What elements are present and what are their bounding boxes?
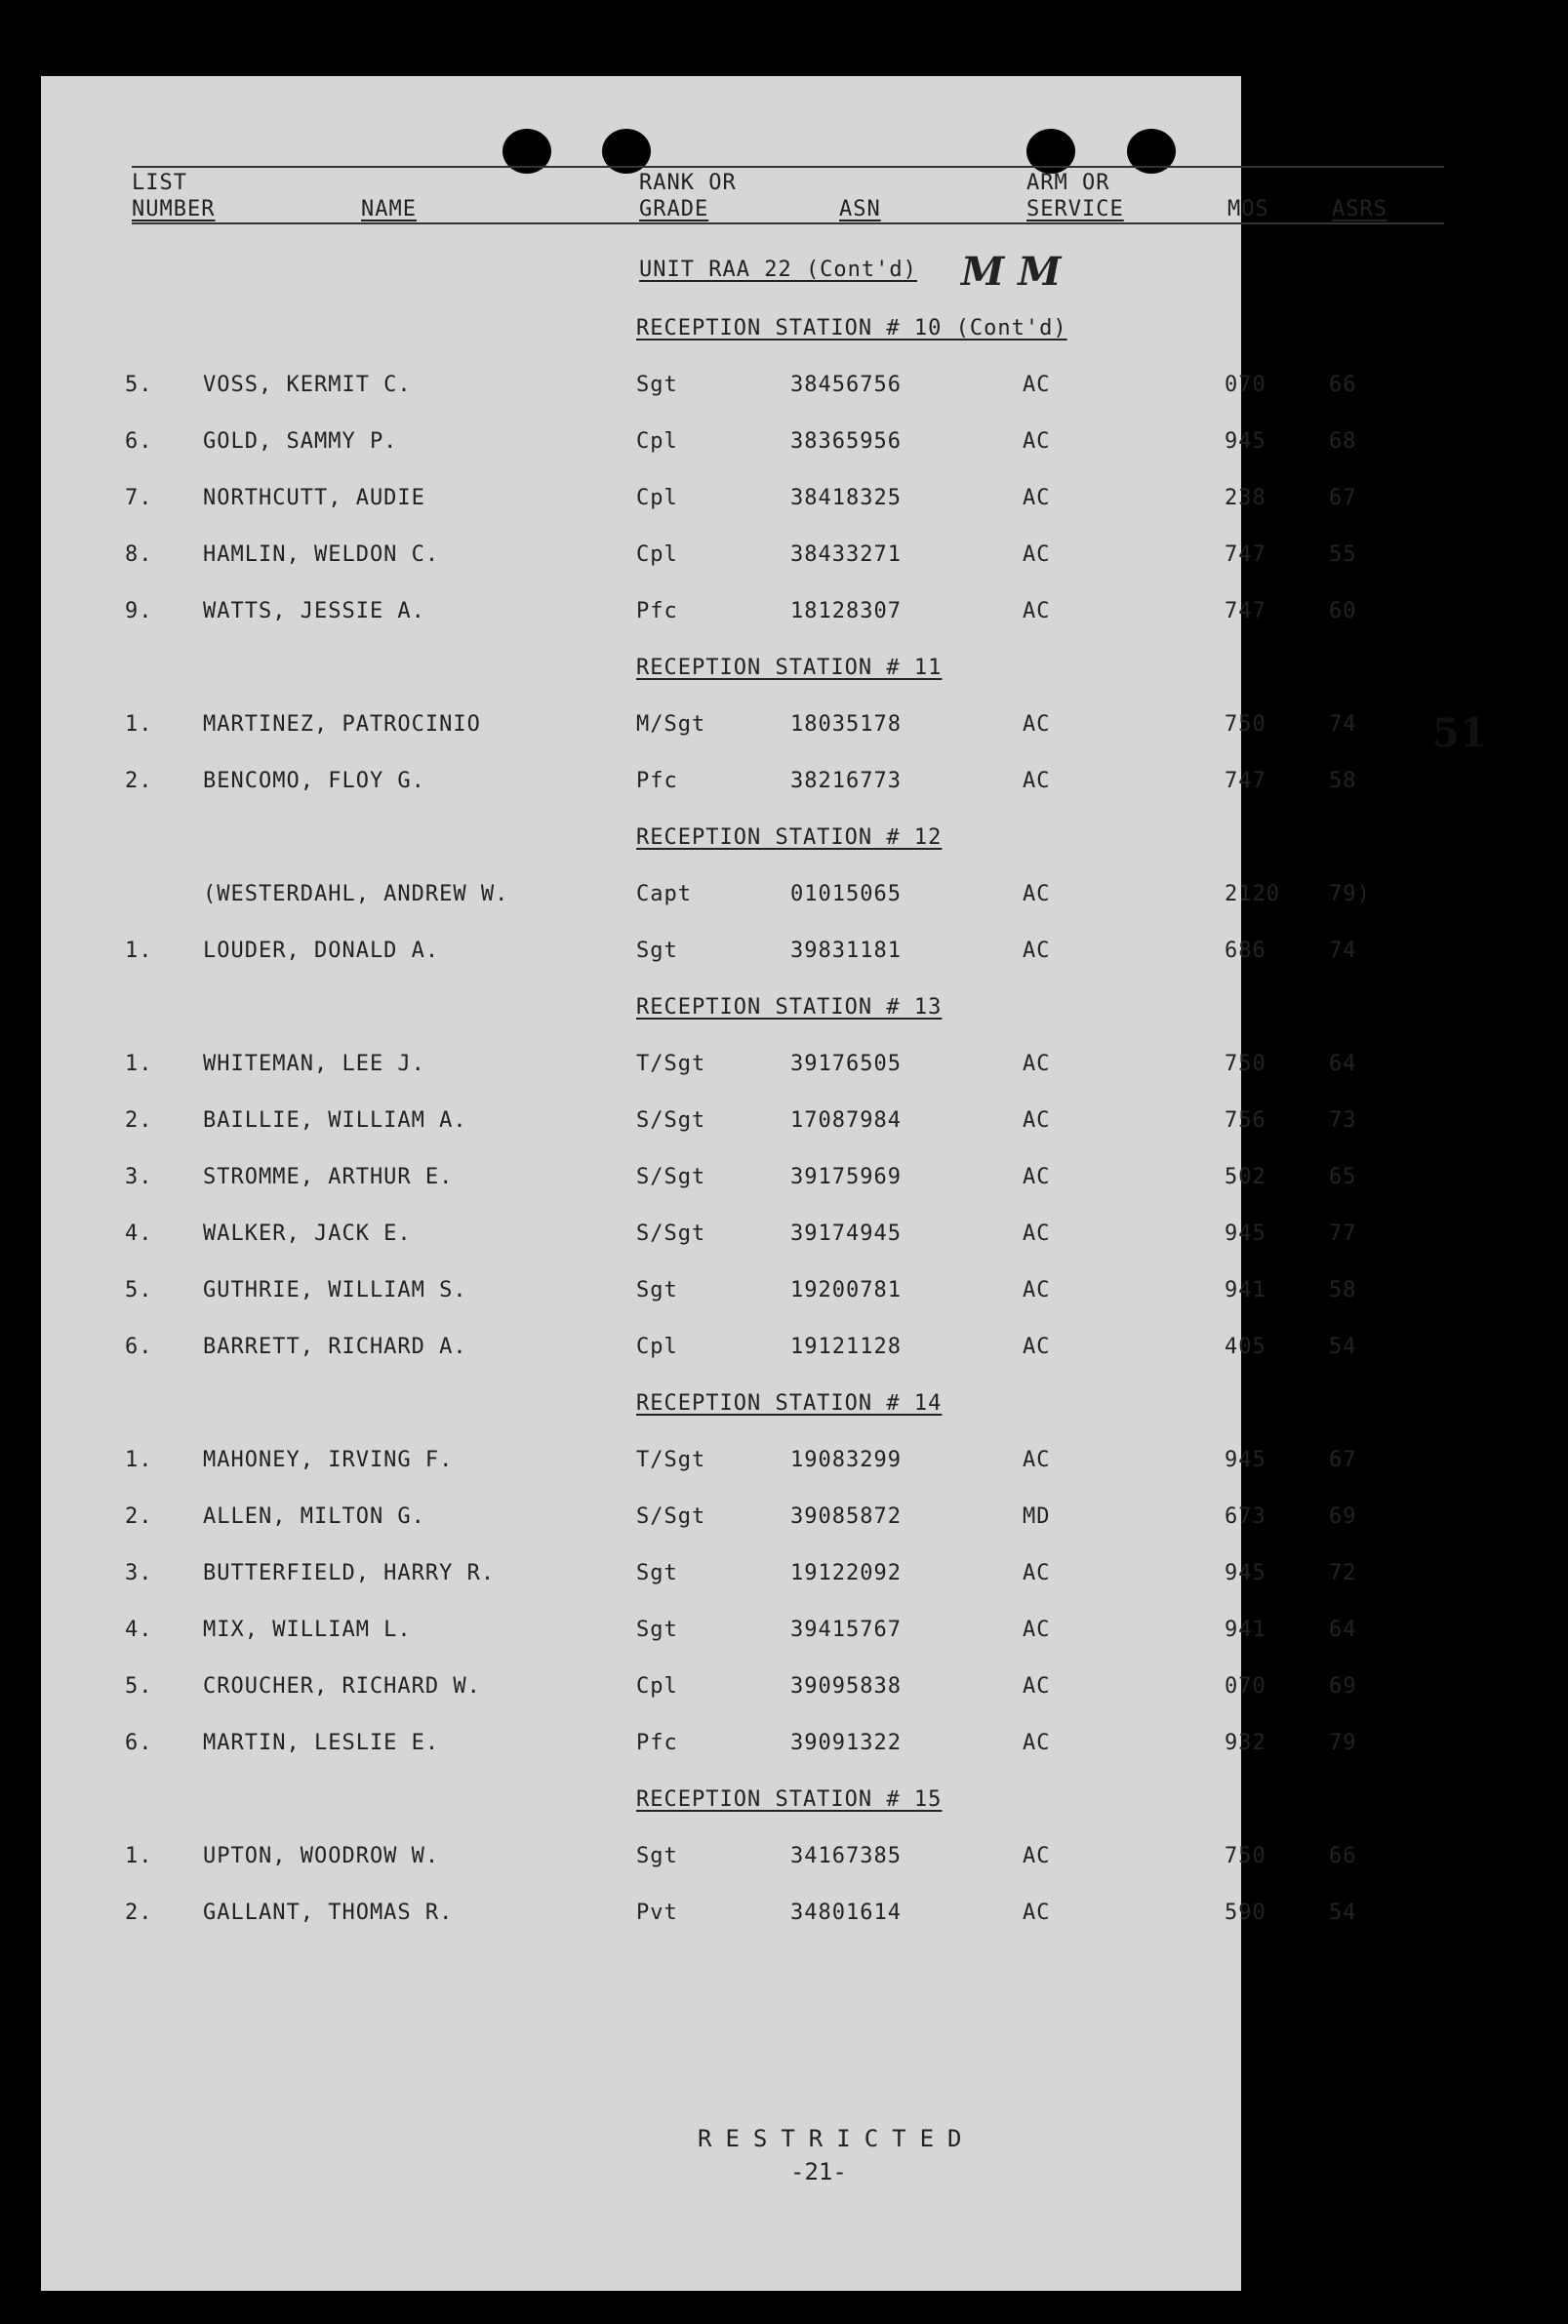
row-number: 5. [125, 373, 153, 397]
serial-number: 38216773 [790, 769, 902, 793]
row-number: 2. [125, 769, 153, 793]
page-number: -21- [790, 2158, 847, 2185]
soldier-name: GOLD, SAMMY P. [203, 429, 398, 454]
soldier-name: ALLEN, MILTON G. [203, 1504, 425, 1529]
asrs-score: 65 [1329, 1165, 1357, 1189]
serial-number: 38418325 [790, 486, 902, 510]
rank-grade: Pfc [636, 1731, 678, 1755]
arm-service: AC [1023, 599, 1051, 623]
mos-code: 747 [1225, 599, 1266, 623]
row-number: 1. [125, 939, 153, 963]
serial-number: 39174945 [790, 1222, 902, 1246]
arm-service: AC [1023, 1335, 1051, 1359]
arm-service: AC [1023, 1052, 1051, 1076]
asrs-score: 66 [1329, 373, 1357, 397]
serial-number: 39175969 [790, 1165, 902, 1189]
row-number: 1. [125, 1448, 153, 1472]
arm-service: AC [1023, 882, 1051, 906]
asrs-score: 58 [1329, 1278, 1357, 1302]
mos-code: 673 [1225, 1504, 1266, 1529]
asrs-score: 55 [1329, 542, 1357, 567]
rank-grade: Sgt [636, 1561, 678, 1585]
header-list-label: LIST [132, 171, 187, 195]
arm-service: AC [1023, 1278, 1051, 1302]
rank-grade: Cpl [636, 486, 678, 510]
rank-grade: Cpl [636, 542, 678, 567]
soldier-name: VOSS, KERMIT C. [203, 373, 412, 397]
serial-number: 39085872 [790, 1504, 902, 1529]
row-number: 2. [125, 1901, 153, 1925]
asrs-score: 79 [1329, 1731, 1357, 1755]
mos-code: 747 [1225, 769, 1266, 793]
mos-code: 238 [1225, 486, 1266, 510]
asrs-score: 74 [1329, 939, 1357, 963]
rank-grade: Capt [636, 882, 692, 906]
arm-service: AC [1023, 1844, 1051, 1868]
serial-number: 18035178 [790, 712, 902, 737]
mos-code: 750 [1225, 1052, 1266, 1076]
row-number: 1. [125, 712, 153, 737]
serial-number: 38365956 [790, 429, 902, 454]
rank-grade: Sgt [636, 373, 678, 397]
asrs-score: 67 [1329, 486, 1357, 510]
section-title: RECEPTION STATION # 15 [636, 1787, 943, 1812]
rank-grade: S/Sgt [636, 1165, 706, 1189]
mos-code: 590 [1225, 1901, 1266, 1925]
asrs-score: 77 [1329, 1222, 1357, 1246]
asrs-score: 64 [1329, 1618, 1357, 1642]
header-mos-label: MOS [1227, 197, 1269, 221]
rank-grade: S/Sgt [636, 1504, 706, 1529]
arm-service: AC [1023, 1674, 1051, 1699]
rank-grade: Sgt [636, 1844, 678, 1868]
row-number: 6. [125, 1731, 153, 1755]
rank-grade: Cpl [636, 1674, 678, 1699]
serial-number: 19083299 [790, 1448, 902, 1472]
asrs-score: 58 [1329, 769, 1357, 793]
header-grade-label: GRADE [639, 197, 709, 221]
asrs-score: 64 [1329, 1052, 1357, 1076]
rank-grade: T/Sgt [636, 1052, 706, 1076]
mos-code: 932 [1225, 1731, 1266, 1755]
header-asn-label: ASN [839, 197, 881, 221]
section-title: RECEPTION STATION # 13 [636, 995, 943, 1020]
soldier-name: MAHONEY, IRVING F. [203, 1448, 454, 1472]
soldier-name: GUTHRIE, WILLIAM S. [203, 1278, 467, 1302]
asrs-score: 69 [1329, 1504, 1357, 1529]
asrs-score: 54 [1329, 1901, 1357, 1925]
serial-number: 34167385 [790, 1844, 902, 1868]
arm-service: AC [1023, 1901, 1051, 1925]
soldier-name: BUTTERFIELD, HARRY R. [203, 1561, 496, 1585]
row-number: 8. [125, 542, 153, 567]
serial-number: 01015065 [790, 882, 902, 906]
serial-number: 39415767 [790, 1618, 902, 1642]
arm-service: AC [1023, 1108, 1051, 1133]
arm-service: AC [1023, 1222, 1051, 1246]
arm-service: AC [1023, 429, 1051, 454]
asrs-score: 72 [1329, 1561, 1357, 1585]
arm-service: MD [1023, 1504, 1051, 1529]
row-number: 6. [125, 429, 153, 454]
asrs-score: 66 [1329, 1844, 1357, 1868]
soldier-name: MARTINEZ, PATROCINIO [203, 712, 481, 737]
row-number: 9. [125, 599, 153, 623]
rank-grade: Cpl [636, 1335, 678, 1359]
header-arm-label: ARM OR [1026, 171, 1110, 195]
mos-code: 070 [1225, 373, 1266, 397]
rank-grade: Pfc [636, 769, 678, 793]
arm-service: AC [1023, 1165, 1051, 1189]
serial-number: 39831181 [790, 939, 902, 963]
rank-grade: Pfc [636, 599, 678, 623]
asrs-score: 73 [1329, 1108, 1357, 1133]
serial-number: 19121128 [790, 1335, 902, 1359]
handwritten-initials: M M [961, 249, 1062, 295]
row-number: 6. [125, 1335, 153, 1359]
serial-number: 38456756 [790, 373, 902, 397]
header-rule-bottom [132, 222, 1444, 224]
row-number: 3. [125, 1165, 153, 1189]
rank-grade: T/Sgt [636, 1448, 706, 1472]
soldier-name: WATTS, JESSIE A. [203, 599, 425, 623]
rank-grade: S/Sgt [636, 1222, 706, 1246]
mos-code: 750 [1225, 712, 1266, 737]
soldier-name: BARRETT, RICHARD A. [203, 1335, 467, 1359]
row-number: 1. [125, 1052, 153, 1076]
mos-code: 686 [1225, 939, 1266, 963]
soldier-name: UPTON, WOODROW W. [203, 1844, 440, 1868]
asrs-score: 74 [1329, 712, 1357, 737]
mos-code: 405 [1225, 1335, 1266, 1359]
mos-code: 750 [1225, 1844, 1266, 1868]
asrs-score: 67 [1329, 1448, 1357, 1472]
soldier-name: STROMME, ARTHUR E. [203, 1165, 454, 1189]
serial-number: 39176505 [790, 1052, 902, 1076]
soldier-name: LOUDER, DONALD A. [203, 939, 440, 963]
section-title: RECEPTION STATION # 14 [636, 1391, 943, 1416]
section-title: RECEPTION STATION # 11 [636, 656, 943, 680]
arm-service: AC [1023, 1448, 1051, 1472]
soldier-name: NORTHCUTT, AUDIE [203, 486, 425, 510]
row-number: 2. [125, 1108, 153, 1133]
soldier-name: WHITEMAN, LEE J. [203, 1052, 425, 1076]
mos-code: 941 [1225, 1278, 1266, 1302]
soldier-name: BAILLIE, WILLIAM A. [203, 1108, 467, 1133]
rank-grade: Sgt [636, 939, 678, 963]
header-name-label: NAME [361, 197, 417, 221]
classification-footer: RESTRICTED [698, 2125, 976, 2152]
header-number-label: NUMBER [132, 197, 216, 221]
serial-number: 19200781 [790, 1278, 902, 1302]
mos-code: 2120 [1225, 882, 1280, 906]
soldier-name: (WESTERDAHL, ANDREW W. [203, 882, 509, 906]
rank-grade: Cpl [636, 429, 678, 454]
rank-grade: Sgt [636, 1278, 678, 1302]
row-number: 4. [125, 1222, 153, 1246]
mos-code: 941 [1225, 1618, 1266, 1642]
arm-service: AC [1023, 1561, 1051, 1585]
arm-service: AC [1023, 712, 1051, 737]
rank-grade: S/Sgt [636, 1108, 706, 1133]
arm-service: AC [1023, 1618, 1051, 1642]
asrs-score: 79) [1329, 882, 1371, 906]
asrs-score: 60 [1329, 599, 1357, 623]
header-asrs-label: ASRS [1332, 197, 1387, 221]
mos-code: 945 [1225, 429, 1266, 454]
asrs-score: 68 [1329, 429, 1357, 454]
page-stamp-number: 51 [1432, 710, 1487, 756]
unit-title: UNIT RAA 22 (Cont'd) [639, 258, 917, 282]
arm-service: AC [1023, 939, 1051, 963]
section-title: RECEPTION STATION # 12 [636, 825, 943, 850]
asrs-score: 69 [1329, 1674, 1357, 1699]
arm-service: AC [1023, 486, 1051, 510]
soldier-name: MARTIN, LESLIE E. [203, 1731, 440, 1755]
arm-service: AC [1023, 373, 1051, 397]
rank-grade: Sgt [636, 1618, 678, 1642]
mos-code: 945 [1225, 1222, 1266, 1246]
row-number: 1. [125, 1844, 153, 1868]
rank-grade: Pvt [636, 1901, 678, 1925]
header-rule-top [132, 166, 1444, 168]
row-number: 7. [125, 486, 153, 510]
mos-code: 070 [1225, 1674, 1266, 1699]
soldier-name: HAMLIN, WELDON C. [203, 542, 440, 567]
row-number: 3. [125, 1561, 153, 1585]
serial-number: 39095838 [790, 1674, 902, 1699]
row-number: 2. [125, 1504, 153, 1529]
serial-number: 34801614 [790, 1901, 902, 1925]
section-title: RECEPTION STATION # 10 (Cont'd) [636, 316, 1067, 341]
soldier-name: WALKER, JACK E. [203, 1222, 412, 1246]
arm-service: AC [1023, 542, 1051, 567]
serial-number: 17087984 [790, 1108, 902, 1133]
mos-code: 945 [1225, 1561, 1266, 1585]
rank-grade: M/Sgt [636, 712, 706, 737]
soldier-name: BENCOMO, FLOY G. [203, 769, 425, 793]
serial-number: 39091322 [790, 1731, 902, 1755]
asrs-score: 54 [1329, 1335, 1357, 1359]
header-rank-label: RANK OR [639, 171, 737, 195]
row-number: 5. [125, 1278, 153, 1302]
mos-code: 756 [1225, 1108, 1266, 1133]
row-number: 5. [125, 1674, 153, 1699]
soldier-name: GALLANT, THOMAS R. [203, 1901, 454, 1925]
mos-code: 747 [1225, 542, 1266, 567]
soldier-name: CROUCHER, RICHARD W. [203, 1674, 481, 1699]
row-number: 4. [125, 1618, 153, 1642]
mos-code: 502 [1225, 1165, 1266, 1189]
mos-code: 945 [1225, 1448, 1266, 1472]
serial-number: 18128307 [790, 599, 902, 623]
serial-number: 19122092 [790, 1561, 902, 1585]
arm-service: AC [1023, 1731, 1051, 1755]
serial-number: 38433271 [790, 542, 902, 567]
soldier-name: MIX, WILLIAM L. [203, 1618, 412, 1642]
header-service-label: SERVICE [1026, 197, 1124, 221]
arm-service: AC [1023, 769, 1051, 793]
